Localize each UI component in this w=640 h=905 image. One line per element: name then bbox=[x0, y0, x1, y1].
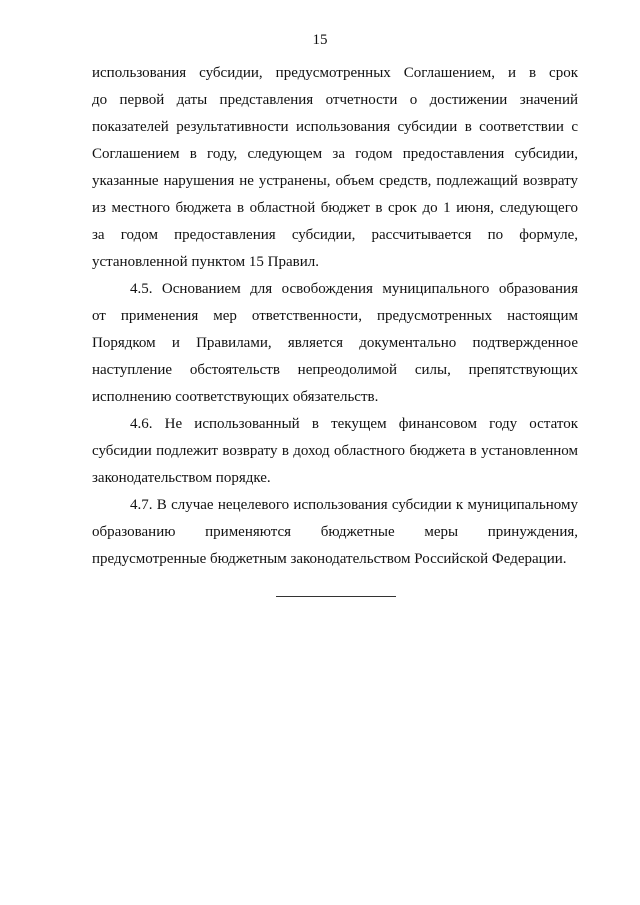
paragraph-4-7 bbox=[92, 492, 578, 573]
document-body bbox=[92, 60, 578, 573]
text-line: установленной пунктом 15 Правил. bbox=[92, 254, 319, 270]
text-line: показателей результативности использования субсидии в соответствии с bbox=[92, 119, 578, 135]
text-line: Порядком и Правилами, является документально подтвержденное bbox=[92, 335, 578, 351]
text-line: указанные нарушения не устранены, объем средств, подлежащий возврату bbox=[92, 173, 578, 189]
text-line: использования субсидии, предусмотренных Соглашением, и в срок bbox=[92, 65, 578, 81]
paragraph-4-6 bbox=[92, 411, 578, 492]
text-line: из местного бюджета в областной бюджет в срок до 1 июня, следующего bbox=[92, 200, 578, 216]
text-line: до первой даты представления отчетности о достижении значений bbox=[92, 92, 578, 108]
text-line: 4.7. В случае нецелевого использования субсидии к муниципальному bbox=[130, 497, 578, 513]
text-line: 4.6. Не использованный в текущем финансовом году остаток bbox=[130, 416, 578, 432]
text-line: 4.5. Основанием для освобождения муниципального образования bbox=[130, 281, 578, 297]
text-line: от применения мер ответственности, предусмотренных настоящим bbox=[92, 308, 578, 324]
end-separator-line bbox=[276, 596, 396, 597]
text-line: законодательством порядке. bbox=[92, 470, 271, 486]
page-number: 15 bbox=[312, 32, 328, 48]
paragraph-continuation bbox=[92, 60, 578, 276]
text-line: исполнению соответствующих обязательств. bbox=[92, 389, 379, 405]
paragraph-4-5 bbox=[92, 276, 578, 411]
text-line: наступление обстоятельств непреодолимой силы, препятствующих bbox=[92, 362, 578, 378]
text-line: образованию применяются бюджетные меры принуждения, bbox=[92, 524, 578, 540]
text-line: предусмотренные бюджетным законодательством Российской Федерации. bbox=[92, 551, 567, 567]
text-line: Соглашением в году, следующем за годом предоставления субсидии, bbox=[92, 146, 578, 162]
text-line: субсидии подлежит возврату в доход областного бюджета в установленном bbox=[92, 443, 578, 459]
text-line: за годом предоставления субсидии, рассчитывается по формуле, bbox=[92, 227, 578, 243]
